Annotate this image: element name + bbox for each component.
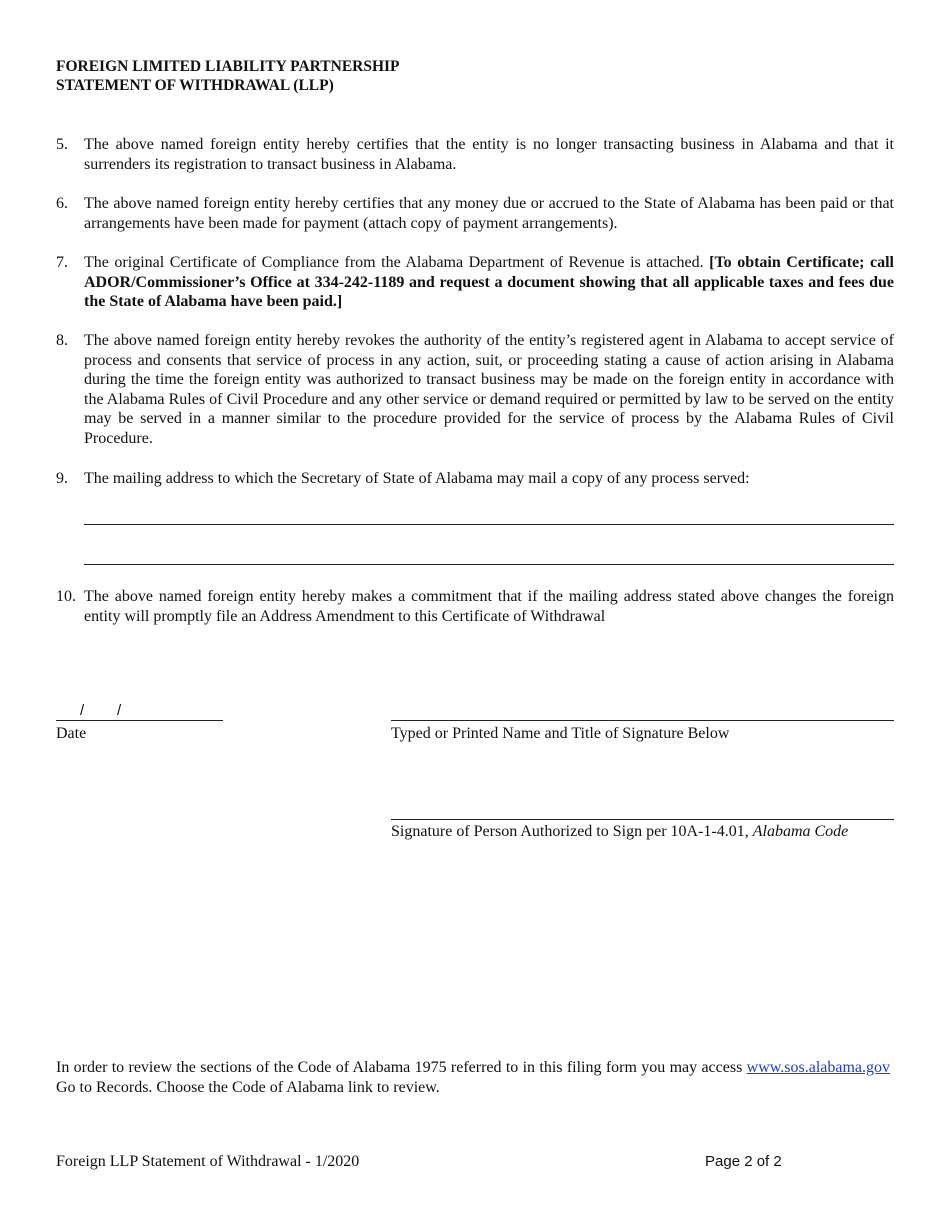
item-8: [56, 331, 894, 449]
item-7-text: The original Certificate of Compliance from the Alabama Department of Revenue is attached.: [84, 254, 704, 271]
code-note-instructions: Go to Records. Choose the Code of Alabama link to review.: [56, 1078, 440, 1096]
item-number: 6.: [56, 195, 68, 212]
form-title: [56, 57, 400, 95]
form-title-line-2: STATEMENT OF WITHDRAWAL (LLP): [56, 77, 334, 94]
item-7-bold-note: [To obtain Certificate; call ADOR/Commissioner’s Office at 334-242-1189 and request a document showing that all applicable taxes and fees due the State of Alabama have been paid.]: [84, 254, 894, 311]
signature-label: [391, 822, 848, 842]
printed-name-label: Typed or Printed Name and Title of Signature Below: [391, 725, 730, 742]
code-reference-note: [56, 1058, 894, 1097]
item-7: [56, 253, 894, 312]
item-number: 7.: [56, 254, 68, 271]
item-text: The above named foreign entity hereby certifies that the entity is no longer transacting business in Alabama and that it surrenders its registration to transact business in Alabama.: [84, 136, 894, 173]
item-number: 5.: [56, 136, 68, 153]
date-line[interactable]: [56, 720, 223, 721]
signature-label-code: Alabama Code: [752, 823, 849, 840]
item-text: The above named foreign entity hereby certifies that any money due or accrued to the State of Alabama has been paid or that arrangements have been made for payment (attach copy of payment arrangements).: [84, 195, 894, 232]
form-title-line-1: FOREIGN LIMITED LIABILITY PARTNERSHIP: [56, 58, 400, 75]
date-label: Date: [56, 725, 87, 742]
item-number: 8.: [56, 332, 68, 349]
date-slash-2: /: [117, 702, 122, 719]
signature-line[interactable]: [391, 819, 894, 820]
signature-label-text: Signature of Person Authorized to Sign per 10A-1-4.01,: [391, 823, 749, 840]
item-text: The above named foreign entity hereby makes a commitment that if the mailing address stated above changes the foreign entity will promptly file an Address Amendment to this Certificate of Withdrawal: [84, 588, 894, 625]
mailing-address-line-1[interactable]: [84, 524, 894, 525]
item-number: 10.: [56, 588, 76, 605]
form-version: Foreign LLP Statement of Withdrawal - 1/2020: [56, 1153, 360, 1170]
printed-name-line[interactable]: [391, 720, 894, 721]
item-6: [56, 194, 894, 233]
mailing-address-line-2[interactable]: [84, 564, 894, 565]
sos-website-link[interactable]: www.sos.alabama.gov: [746, 1059, 891, 1076]
item-number: 9.: [56, 470, 68, 487]
item-text: The above named foreign entity hereby revokes the authority of the entity’s registered agent in Alabama to accept service of process and consents that service of process in any action, suit, or proceeding stating a cause of action arising in Alabama during the time the foreign entity was authorized to transact business may be made on the foreign entity in accordance with the Alabama Rules of Civil Procedure and any other service or demand required or permitted by law to be served on the entity may be served in a manner similar to the procedure provided for the service of process by the Alabama Rules of Civil Procedure.: [84, 332, 894, 447]
item-9: [56, 469, 894, 489]
code-note-text: In order to review the sections of the Code of Alabama 1975 referred to in this filing form you may access: [56, 1059, 743, 1076]
item-text: [84, 253, 894, 312]
item-5: [56, 135, 894, 174]
item-10: [56, 587, 894, 626]
page-number: Page 2 of 2: [705, 1153, 782, 1170]
date-slash-1: /: [80, 702, 85, 719]
item-text: The mailing address to which the Secretary of State of Alabama may mail a copy of any process served:: [84, 470, 750, 487]
